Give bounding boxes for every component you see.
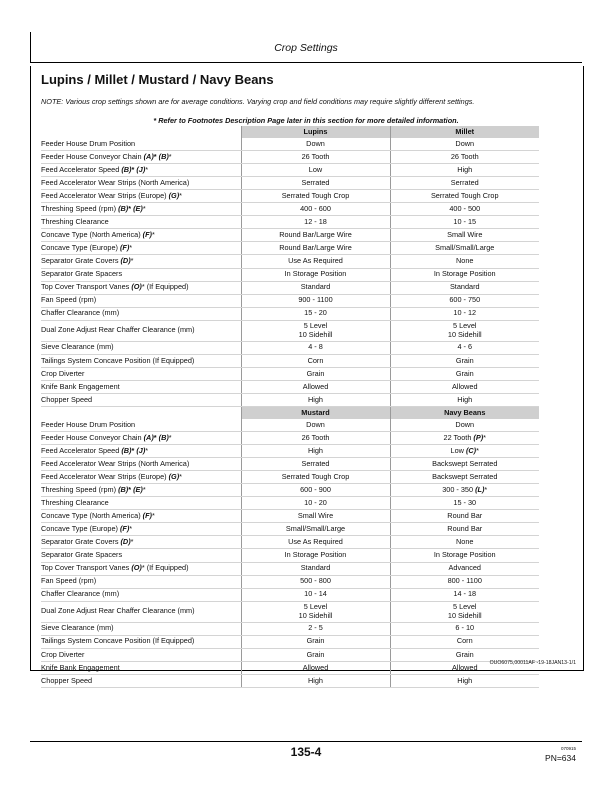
table-row bbox=[41, 419, 539, 432]
setting-value: 22 Tooth (P)* bbox=[390, 432, 539, 445]
setting-value: 10 - 20 bbox=[241, 497, 390, 510]
setting-value: Serrated bbox=[241, 458, 390, 471]
setting-value: 15 - 20 bbox=[241, 307, 390, 320]
setting-label: Feed Accelerator Wear Strips (Europe) (G)* bbox=[41, 190, 241, 203]
table-row bbox=[41, 354, 539, 367]
table-row bbox=[41, 484, 539, 497]
setting-value: 4 - 6 bbox=[390, 341, 539, 354]
table-row bbox=[41, 367, 539, 380]
setting-value: 5 Level 10 Sidehill bbox=[390, 320, 539, 341]
setting-value: 4 - 8 bbox=[241, 341, 390, 354]
setting-value: 26 Tooth bbox=[241, 432, 390, 445]
table-row bbox=[41, 320, 539, 341]
setting-value: Down bbox=[241, 419, 390, 432]
setting-value: Corn bbox=[390, 635, 539, 648]
setting-label: Crop Diverter bbox=[41, 367, 241, 380]
setting-value: 600 - 750 bbox=[390, 294, 539, 307]
table-row bbox=[41, 471, 539, 484]
setting-value: Low (C)* bbox=[390, 445, 539, 458]
table-row bbox=[41, 177, 539, 190]
setting-value: 26 Tooth bbox=[241, 151, 390, 164]
setting-label: Feed Accelerator Wear Strips (Europe) (G)* bbox=[41, 471, 241, 484]
setting-value: Small Wire bbox=[390, 229, 539, 242]
setting-value: Small Wire bbox=[241, 510, 390, 523]
setting-value: High bbox=[390, 393, 539, 406]
setting-value: Round Bar/Large Wire bbox=[241, 242, 390, 255]
crop-column-header: Millet bbox=[390, 126, 539, 138]
table-row bbox=[41, 458, 539, 471]
setting-value: Small/Small/Large bbox=[390, 242, 539, 255]
setting-label: Feed Accelerator Wear Strips (North America) bbox=[41, 177, 241, 190]
table-row bbox=[41, 242, 539, 255]
setting-value: None bbox=[390, 255, 539, 268]
crop-column-header: Navy Beans bbox=[390, 406, 539, 419]
setting-value: Down bbox=[390, 419, 539, 432]
setting-value: 800 - 1100 bbox=[390, 575, 539, 588]
crop-header-row bbox=[41, 406, 539, 419]
setting-label: Separator Grate Covers (D)* bbox=[41, 536, 241, 549]
crop-header-row bbox=[41, 126, 539, 138]
setting-label: Top Cover Transport Vanes (O)* (If Equipped) bbox=[41, 281, 241, 294]
page-number: 135-4 bbox=[290, 745, 322, 759]
setting-value: 12 - 18 bbox=[241, 216, 390, 229]
header-blank-cell bbox=[41, 406, 241, 419]
setting-label: Concave Type (North America) (F)* bbox=[41, 229, 241, 242]
table-row bbox=[41, 549, 539, 562]
header-blank-cell bbox=[41, 126, 241, 138]
setting-label: Feeder House Drum Position bbox=[41, 138, 241, 151]
crop-column-header: Mustard bbox=[241, 406, 390, 419]
setting-value: Serrated Tough Crop bbox=[390, 190, 539, 203]
pn-number: PN=634 bbox=[545, 753, 576, 763]
setting-value: Serrated Tough Crop bbox=[241, 471, 390, 484]
setting-value: 5 Level 10 Sidehill bbox=[241, 601, 390, 622]
section-title: Lupins / Millet / Mustard / Navy Beans bbox=[41, 72, 274, 87]
setting-value: Allowed bbox=[241, 380, 390, 393]
setting-value: Advanced bbox=[390, 562, 539, 575]
setting-label: Separator Grate Spacers bbox=[41, 268, 241, 281]
setting-value: 15 - 30 bbox=[390, 497, 539, 510]
setting-label: Tailings System Concave Position (If Equipped) bbox=[41, 354, 241, 367]
setting-label: Feed Accelerator Wear Strips (North America) bbox=[41, 458, 241, 471]
setting-value: Round Bar bbox=[390, 523, 539, 536]
setting-label: Concave Type (Europe) (F)* bbox=[41, 523, 241, 536]
table-row bbox=[41, 216, 539, 229]
setting-value: Backswept Serrated bbox=[390, 471, 539, 484]
table-row bbox=[41, 661, 539, 674]
table-row bbox=[41, 380, 539, 393]
table-row bbox=[41, 497, 539, 510]
setting-value: High bbox=[241, 393, 390, 406]
setting-value: Round Bar bbox=[390, 510, 539, 523]
table-row bbox=[41, 151, 539, 164]
table-row bbox=[41, 432, 539, 445]
setting-value: Serrated bbox=[390, 177, 539, 190]
table-row bbox=[41, 445, 539, 458]
table-row bbox=[41, 536, 539, 549]
setting-label: Fan Speed (rpm) bbox=[41, 294, 241, 307]
table-row bbox=[41, 307, 539, 320]
setting-value: None bbox=[390, 536, 539, 549]
table-row bbox=[41, 588, 539, 601]
setting-label: Knife Bank Engagement bbox=[41, 380, 241, 393]
table-row bbox=[41, 138, 539, 151]
table-row bbox=[41, 294, 539, 307]
table-row bbox=[41, 523, 539, 536]
setting-value: 10 - 14 bbox=[241, 588, 390, 601]
setting-value: Grain bbox=[241, 367, 390, 380]
setting-label: Knife Bank Engagement bbox=[41, 661, 241, 674]
setting-value: 10 - 12 bbox=[390, 307, 539, 320]
footnote-reference: * Refer to Footnotes Description Page later in this section for more detailed information. bbox=[153, 116, 459, 125]
setting-value: 26 Tooth bbox=[390, 151, 539, 164]
setting-label: Threshing Speed (rpm) (B)* (E)* bbox=[41, 203, 241, 216]
setting-value: Allowed bbox=[390, 380, 539, 393]
setting-value: 5 Level 10 Sidehill bbox=[390, 601, 539, 622]
setting-value: Use As Required bbox=[241, 536, 390, 549]
setting-label: Feed Accelerator Speed (B)* (J)* bbox=[41, 164, 241, 177]
setting-label: Feeder House Drum Position bbox=[41, 419, 241, 432]
table-row bbox=[41, 341, 539, 354]
table-row bbox=[41, 635, 539, 648]
setting-value: Standard bbox=[241, 281, 390, 294]
page-header-title: Crop Settings bbox=[274, 42, 338, 54]
setting-label: Feeder House Conveyor Chain (A)* (B)* bbox=[41, 432, 241, 445]
crop-column-header: Lupins bbox=[241, 126, 390, 138]
setting-value: Grain bbox=[241, 648, 390, 661]
setting-value: 600 - 900 bbox=[241, 484, 390, 497]
table-row bbox=[41, 203, 539, 216]
setting-label: Dual Zone Adjust Rear Chaffer Clearance (mm) bbox=[41, 320, 241, 341]
setting-label: Sieve Clearance (mm) bbox=[41, 341, 241, 354]
setting-value: Corn bbox=[241, 354, 390, 367]
setting-value: 10 - 15 bbox=[390, 216, 539, 229]
setting-label: Chaffer Clearance (mm) bbox=[41, 588, 241, 601]
setting-label: Top Cover Transport Vanes (O)* (If Equipped) bbox=[41, 562, 241, 575]
setting-value: Grain bbox=[390, 367, 539, 380]
setting-value: Serrated bbox=[241, 177, 390, 190]
setting-value: In Storage Position bbox=[241, 268, 390, 281]
setting-label: Separator Grate Spacers bbox=[41, 549, 241, 562]
setting-value: High bbox=[390, 674, 539, 687]
setting-value: High bbox=[241, 445, 390, 458]
table-row bbox=[41, 281, 539, 294]
setting-value: Grain bbox=[390, 354, 539, 367]
setting-label: Crop Diverter bbox=[41, 648, 241, 661]
setting-value: High bbox=[390, 164, 539, 177]
table-row bbox=[41, 164, 539, 177]
setting-value: Round Bar/Large Wire bbox=[241, 229, 390, 242]
setting-value: Down bbox=[390, 138, 539, 151]
table-row bbox=[41, 562, 539, 575]
setting-value: 500 - 800 bbox=[241, 575, 390, 588]
setting-value: 6 - 10 bbox=[390, 622, 539, 635]
setting-label: Threshing Clearance bbox=[41, 497, 241, 510]
setting-value: Low bbox=[241, 164, 390, 177]
setting-label: Threshing Clearance bbox=[41, 216, 241, 229]
setting-value: Small/Small/Large bbox=[241, 523, 390, 536]
setting-label: Tailings System Concave Position (If Equipped) bbox=[41, 635, 241, 648]
setting-label: Threshing Speed (rpm) (B)* (E)* bbox=[41, 484, 241, 497]
table-row bbox=[41, 393, 539, 406]
date-code: 070915 bbox=[560, 746, 576, 751]
table-row bbox=[41, 674, 539, 687]
setting-value: 400 - 500 bbox=[390, 203, 539, 216]
setting-label: Dual Zone Adjust Rear Chaffer Clearance (mm) bbox=[41, 601, 241, 622]
setting-label: Chopper Speed bbox=[41, 674, 241, 687]
table-row bbox=[41, 601, 539, 622]
setting-label: Feeder House Conveyor Chain (A)* (B)* bbox=[41, 151, 241, 164]
setting-label: Chaffer Clearance (mm) bbox=[41, 307, 241, 320]
setting-value: Backswept Serrated bbox=[390, 458, 539, 471]
setting-value: In Storage Position bbox=[390, 549, 539, 562]
setting-value: Grain bbox=[390, 648, 539, 661]
setting-value: 5 Level 10 Sidehill bbox=[241, 320, 390, 341]
setting-value: Standard bbox=[390, 281, 539, 294]
table-row bbox=[41, 622, 539, 635]
setting-label: Sieve Clearance (mm) bbox=[41, 622, 241, 635]
setting-value: 14 - 18 bbox=[390, 588, 539, 601]
setting-label: Feed Accelerator Speed (B)* (J)* bbox=[41, 445, 241, 458]
setting-value: Grain bbox=[241, 635, 390, 648]
setting-label: Concave Type (North America) (F)* bbox=[41, 510, 241, 523]
setting-value: In Storage Position bbox=[241, 549, 390, 562]
setting-value: Down bbox=[241, 138, 390, 151]
crop-settings-table bbox=[41, 126, 539, 688]
setting-value: Serrated Tough Crop bbox=[241, 190, 390, 203]
header-rule bbox=[30, 62, 582, 63]
setting-value: 900 - 1100 bbox=[241, 294, 390, 307]
note-text: NOTE: Various crop settings shown are for average conditions. Varying crop and field conditions may require slightly different settings. bbox=[41, 97, 475, 106]
setting-value: Use As Required bbox=[241, 255, 390, 268]
table-row bbox=[41, 255, 539, 268]
setting-value: Allowed bbox=[390, 661, 539, 674]
table-row bbox=[41, 575, 539, 588]
setting-label: Fan Speed (rpm) bbox=[41, 575, 241, 588]
setting-label: Chopper Speed bbox=[41, 393, 241, 406]
table-row bbox=[41, 648, 539, 661]
table-row bbox=[41, 268, 539, 281]
setting-label: Concave Type (Europe) (F)* bbox=[41, 242, 241, 255]
setting-value: In Storage Position bbox=[390, 268, 539, 281]
table-row bbox=[41, 229, 539, 242]
setting-value: 2 - 5 bbox=[241, 622, 390, 635]
setting-value: 300 - 350 (L)* bbox=[390, 484, 539, 497]
table-row bbox=[41, 510, 539, 523]
setting-value: Standard bbox=[241, 562, 390, 575]
footer-rule bbox=[30, 741, 582, 742]
setting-value: Allowed bbox=[241, 661, 390, 674]
setting-value: High bbox=[241, 674, 390, 687]
table-row bbox=[41, 190, 539, 203]
setting-value: 400 - 600 bbox=[241, 203, 390, 216]
reference-code: OUO6075,00011AF -19-18JAN13-1/1 bbox=[489, 660, 576, 666]
setting-label: Separator Grate Covers (D)* bbox=[41, 255, 241, 268]
